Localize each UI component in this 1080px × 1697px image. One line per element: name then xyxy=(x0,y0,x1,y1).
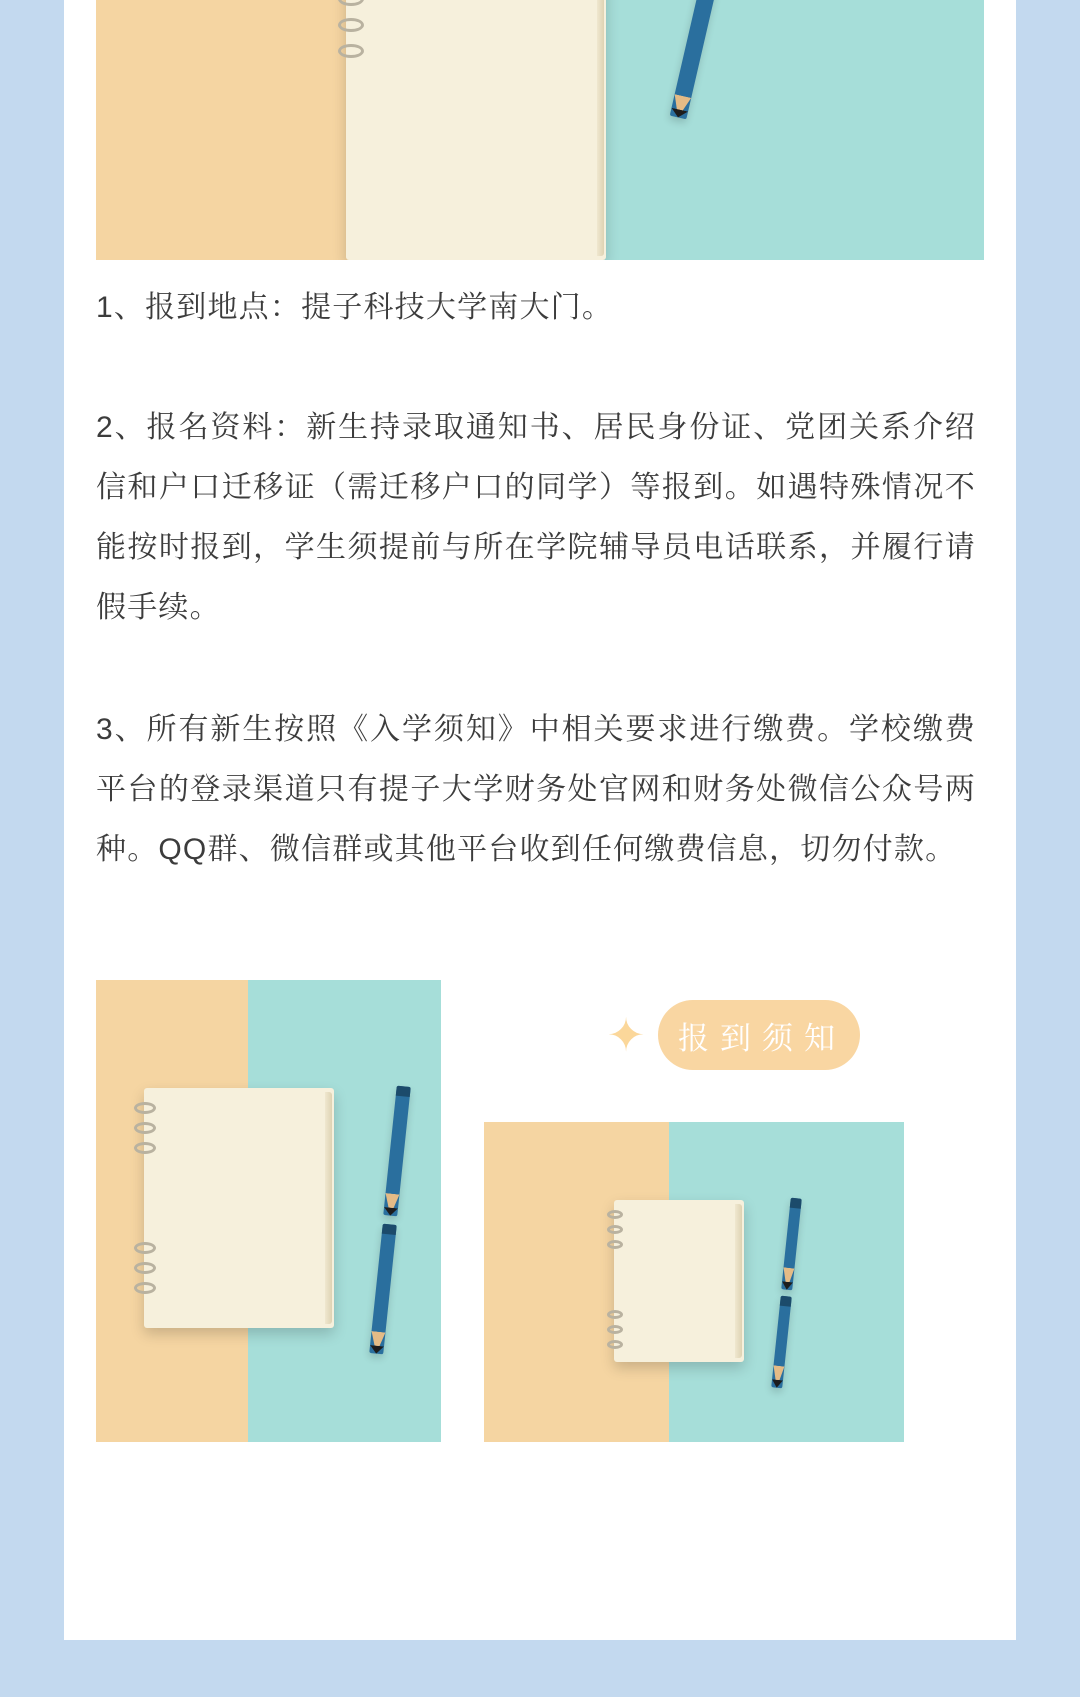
content-card xyxy=(64,0,1016,1640)
pencil-eraser xyxy=(382,1224,397,1235)
spiral-ring xyxy=(607,1210,623,1219)
spiral-ring xyxy=(134,1102,156,1114)
spiral-ring xyxy=(134,1242,156,1254)
badge-report-notice xyxy=(604,1000,860,1070)
spiral-ring xyxy=(338,18,364,32)
notebook-shape xyxy=(346,0,606,260)
spiral-ring xyxy=(134,1262,156,1274)
paragraph-payment-notice: 3、所有新生按照《入学须知》中相关要求进行缴费。学校缴费平台的登录渠道只有提子大学财务处官网和财务处微信公众号两种。QQ群、微信群或其他平台收到任何缴费信息，切勿付款。 xyxy=(96,713,976,866)
image-notebook-bottom-right xyxy=(484,1122,904,1442)
paragraph-report-location: 1、报到地点：提子科技大学南大门。 xyxy=(96,291,614,324)
badge-label: 报到须知 xyxy=(678,1020,846,1056)
pencil-lead xyxy=(369,1345,384,1354)
spiral-ring xyxy=(134,1122,156,1134)
spiral-ring xyxy=(607,1325,623,1334)
spiral-ring xyxy=(607,1310,623,1319)
spiral-ring xyxy=(607,1340,623,1349)
spiral-ring xyxy=(134,1142,156,1154)
badge-pill-background xyxy=(658,1000,860,1070)
pencil-lead xyxy=(771,1379,783,1388)
pencil-eraser xyxy=(780,1296,792,1307)
sparkle-icon: ✦ xyxy=(606,1009,646,1061)
image-notebook-top xyxy=(96,0,984,260)
pencil-lead xyxy=(781,1281,793,1290)
spiral-ring xyxy=(607,1225,623,1234)
notebook-shape xyxy=(144,1088,334,1328)
pencil-eraser xyxy=(396,1086,411,1097)
image-notebook-bottom-left xyxy=(96,980,441,1442)
spiral-ring xyxy=(607,1240,623,1249)
notebook-shape xyxy=(614,1200,744,1362)
pencil-lead xyxy=(383,1207,398,1216)
spiral-ring xyxy=(338,44,364,58)
paragraph-registration-materials: 2、报名资料：新生持录取通知书、居民身份证、党团关系介绍信和户口迁移证（需迁移户口的同学）等报到。如遇特殊情况不能按时报到，学生须提前与所在学院辅导员电话联系，并履行请假手续。 xyxy=(96,411,976,624)
spiral-ring xyxy=(134,1282,156,1294)
pencil-eraser xyxy=(790,1198,802,1209)
